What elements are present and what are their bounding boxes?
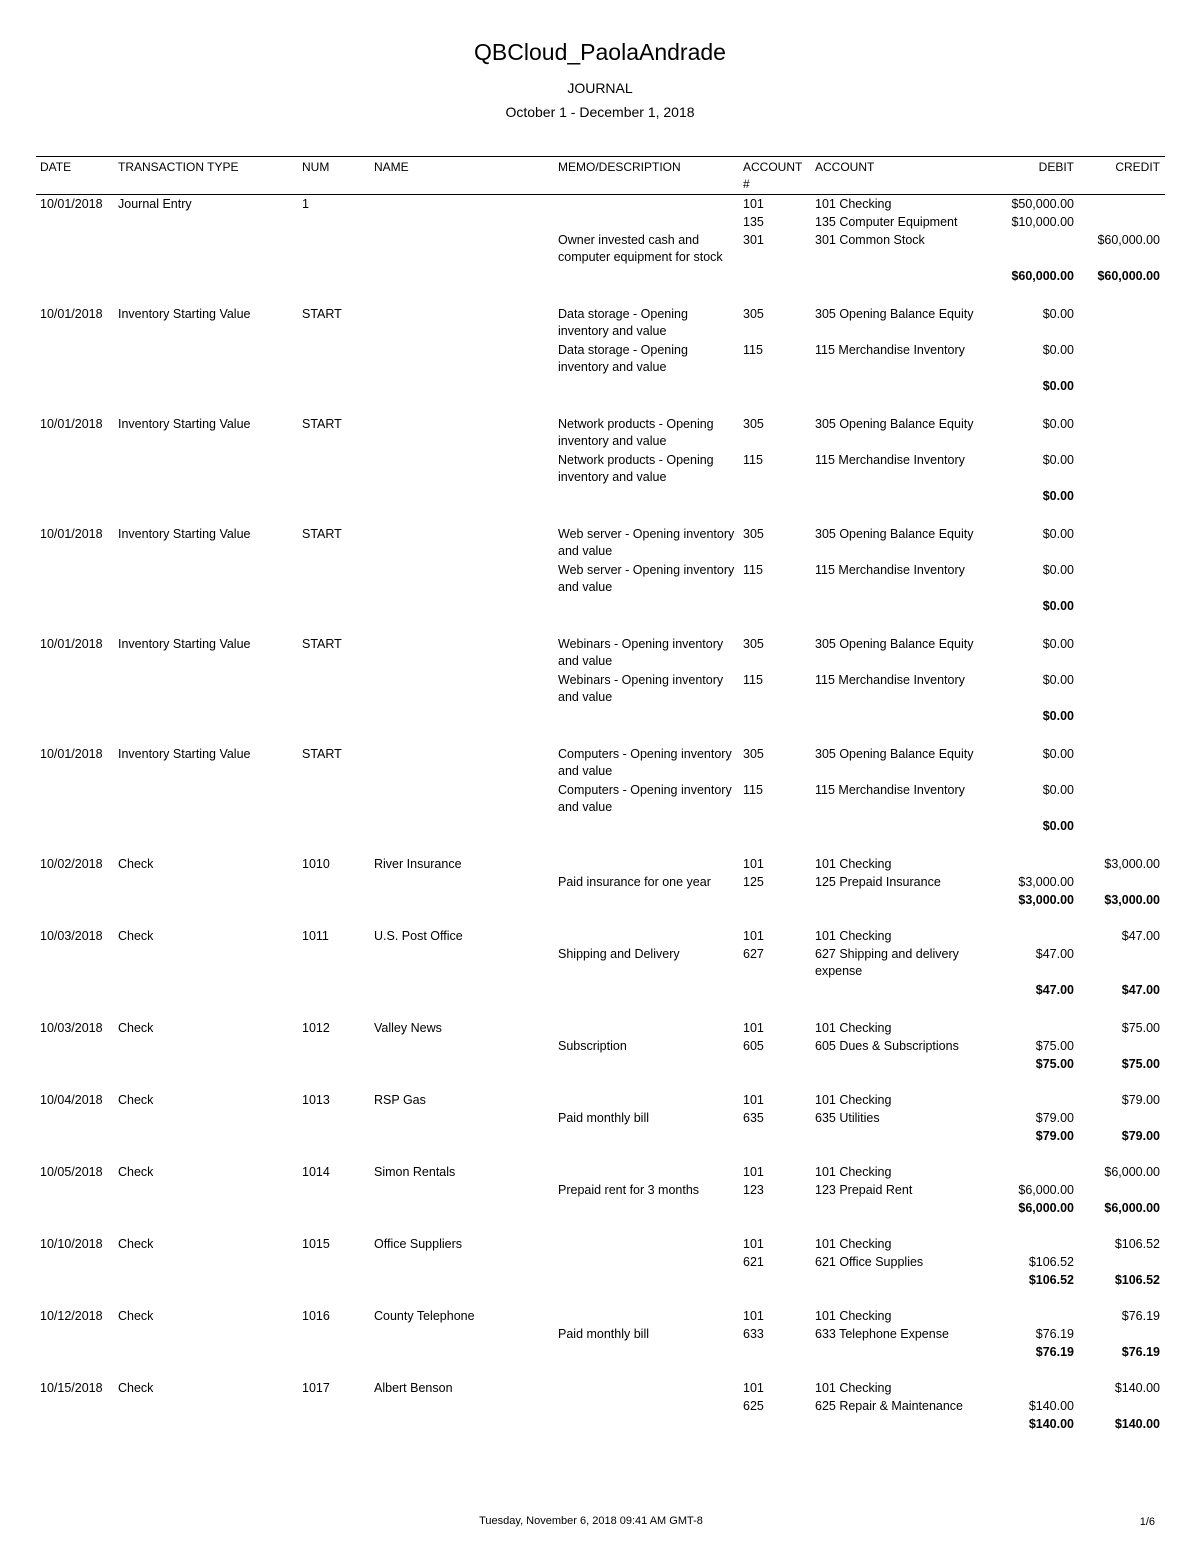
transaction-separator	[36, 506, 1165, 525]
total-debit: $47.00	[1035, 983, 1074, 997]
line-memo: Web server - Opening inventory and value	[558, 563, 735, 594]
transaction-separator	[36, 836, 1165, 855]
line-account: 305 Opening Balance Equity	[815, 637, 974, 651]
line-credit: $140.00	[1114, 1381, 1160, 1395]
transaction-name: River Insurance	[374, 857, 462, 871]
line-debit: $0.00	[1042, 783, 1074, 797]
transaction-num: START	[302, 527, 342, 541]
line-credit: $47.00	[1121, 929, 1160, 943]
column-header-account-number: ACCOUNT #	[743, 160, 803, 191]
transaction-name: Albert Benson	[374, 1381, 453, 1395]
table-row	[36, 1091, 1165, 1109]
column-header-date: DATE	[40, 160, 72, 174]
transaction-separator	[36, 1146, 1165, 1163]
transaction-date: 10/05/2018	[40, 1165, 103, 1179]
table-header	[36, 156, 1165, 195]
column-header-name: NAME	[374, 160, 409, 174]
transaction-type: Inventory Starting Value	[118, 637, 251, 651]
line-debit: $0.00	[1042, 343, 1074, 357]
line-account: 101 Checking	[815, 197, 892, 211]
table-row	[36, 1235, 1165, 1253]
total-debit: $6,000.00	[1018, 1201, 1074, 1215]
total-credit: $106.52	[1114, 1273, 1160, 1287]
transaction-separator	[36, 396, 1165, 415]
total-credit: $75.00	[1121, 1057, 1160, 1071]
line-credit: $79.00	[1121, 1093, 1160, 1107]
company-name: QBCloud_PaolaAndrade	[474, 39, 726, 65]
line-memo: Computers - Opening inventory and value	[558, 783, 732, 814]
line-account: 625 Repair & Maintenance	[815, 1399, 964, 1413]
total-debit: $140.00	[1028, 1417, 1074, 1431]
line-account: 101 Checking	[815, 1165, 892, 1179]
table-row	[36, 781, 1165, 817]
transaction-total-row	[36, 1343, 1165, 1362]
total-credit: $47.00	[1121, 983, 1160, 997]
table-row	[36, 945, 1165, 981]
transaction-type: Check	[118, 857, 154, 871]
transaction-total-row	[36, 1055, 1165, 1074]
transaction-separator	[36, 910, 1165, 927]
line-account: 115 Merchandise Inventory	[815, 673, 965, 687]
line-debit: $0.00	[1042, 307, 1074, 321]
transaction-total-row	[36, 981, 1165, 1000]
line-memo: Owner invested cash and computer equipment for stock	[558, 233, 723, 264]
line-account: 305 Opening Balance Equity	[815, 417, 974, 431]
line-account-number: 101	[743, 1381, 764, 1395]
line-account: 627 Shipping and delivery expense	[815, 947, 959, 978]
line-debit: $0.00	[1042, 417, 1074, 431]
line-debit: $0.00	[1042, 527, 1074, 541]
line-account-number: 625	[743, 1399, 764, 1413]
table-row	[36, 1307, 1165, 1325]
line-memo: Prepaid rent for 3 months	[558, 1183, 700, 1197]
line-memo: Data storage - Opening inventory and value	[558, 307, 688, 338]
total-credit: $76.19	[1121, 1345, 1160, 1359]
transaction-separator	[36, 726, 1165, 745]
transaction-separator	[36, 1000, 1165, 1019]
table-row	[36, 341, 1165, 377]
line-account-number: 633	[743, 1327, 764, 1341]
line-debit: $0.00	[1042, 637, 1074, 651]
transaction-date: 10/01/2018	[40, 197, 103, 211]
line-account: 635 Utilities	[815, 1111, 880, 1125]
table-row	[36, 855, 1165, 873]
report-title: JOURNAL	[567, 80, 633, 96]
line-debit: $75.00	[1035, 1039, 1074, 1053]
total-debit: $3,000.00	[1018, 893, 1074, 907]
transaction-type: Check	[118, 929, 154, 943]
line-memo: Subscription	[558, 1039, 627, 1053]
line-account: 305 Opening Balance Equity	[815, 527, 974, 541]
line-debit: $140.00	[1028, 1399, 1074, 1413]
footer-page-number: 1/6	[1139, 1516, 1155, 1528]
line-memo: Paid monthly bill	[558, 1327, 650, 1341]
line-account: 125 Prepaid Insurance	[815, 875, 941, 889]
table-row	[36, 415, 1165, 451]
column-header-account: ACCOUNT	[815, 160, 875, 174]
line-memo: Webinars - Opening inventory and value	[558, 673, 724, 704]
transaction-type: Inventory Starting Value	[118, 417, 251, 431]
transaction-separator	[36, 1290, 1165, 1307]
line-account: 115 Merchandise Inventory	[815, 783, 965, 797]
line-account-number: 621	[743, 1255, 764, 1269]
line-debit: $79.00	[1035, 1111, 1074, 1125]
line-account: 605 Dues & Subscriptions	[815, 1039, 959, 1053]
table-row	[36, 213, 1165, 231]
line-account: 123 Prepaid Rent	[815, 1183, 913, 1197]
line-debit: $3,000.00	[1018, 875, 1074, 889]
transaction-date: 10/10/2018	[40, 1237, 103, 1251]
line-account: 101 Checking	[815, 929, 892, 943]
total-credit: $60,000.00	[1097, 269, 1160, 283]
line-account-number: 101	[743, 1093, 764, 1107]
total-debit: $60,000.00	[1011, 269, 1074, 283]
transaction-name: Office Suppliers	[374, 1237, 463, 1251]
report-date-range: October 1 - December 1, 2018	[505, 104, 695, 120]
line-account-number: 305	[743, 307, 764, 321]
line-account-number: 305	[743, 637, 764, 651]
table-row	[36, 1019, 1165, 1037]
transaction-date: 10/02/2018	[40, 857, 103, 871]
line-debit: $0.00	[1042, 453, 1074, 467]
transaction-total-row	[36, 1415, 1165, 1434]
line-account-number: 123	[743, 1183, 764, 1197]
transaction-date: 10/04/2018	[40, 1093, 103, 1107]
line-debit: $10,000.00	[1011, 215, 1074, 229]
line-account-number: 101	[743, 1165, 764, 1179]
transaction-total-row	[36, 377, 1165, 396]
line-account-number: 115	[743, 453, 763, 467]
line-account: 101 Checking	[815, 1381, 892, 1395]
column-header-credit: CREDIT	[1115, 160, 1160, 174]
transaction-num: 1010	[302, 857, 330, 871]
journal-table	[36, 156, 1165, 1434]
total-debit: $0.00	[1042, 819, 1074, 833]
line-account-number: 301	[743, 233, 764, 247]
transaction-date: 10/03/2018	[40, 1021, 103, 1035]
line-account-number: 605	[743, 1039, 764, 1053]
line-memo: Paid insurance for one year	[558, 875, 711, 889]
column-header-debit: DEBIT	[1038, 160, 1074, 174]
transaction-date: 10/01/2018	[40, 747, 103, 761]
transaction-total-row	[36, 891, 1165, 910]
transaction-total-row	[36, 597, 1165, 616]
line-account-number: 101	[743, 1309, 764, 1323]
transaction-num: 1015	[302, 1237, 330, 1251]
line-account-number: 125	[743, 875, 764, 889]
transaction-name: U.S. Post Office	[374, 929, 463, 943]
transaction-type: Check	[118, 1021, 154, 1035]
transaction-name: Valley News	[374, 1021, 442, 1035]
transaction-num: 1012	[302, 1021, 330, 1035]
table-row	[36, 671, 1165, 707]
line-account: 305 Opening Balance Equity	[815, 307, 974, 321]
transaction-num: START	[302, 417, 342, 431]
table-row	[36, 1379, 1165, 1397]
line-credit: $3,000.00	[1104, 857, 1160, 871]
table-row	[36, 1397, 1165, 1415]
line-account: 101 Checking	[815, 1021, 892, 1035]
total-debit: $75.00	[1035, 1057, 1074, 1071]
line-account-number: 101	[743, 1021, 764, 1035]
line-account-number: 635	[743, 1111, 764, 1125]
transaction-num: START	[302, 307, 342, 321]
table-row	[36, 1037, 1165, 1055]
transaction-type: Journal Entry	[118, 197, 192, 211]
table-row	[36, 561, 1165, 597]
line-account-number: 101	[743, 1237, 764, 1251]
transaction-name: County Telephone	[374, 1309, 475, 1323]
transaction-date: 10/03/2018	[40, 929, 103, 943]
table-row	[36, 635, 1165, 671]
line-account: 101 Checking	[815, 1237, 892, 1251]
transaction-num: 1017	[302, 1381, 330, 1395]
line-debit: $6,000.00	[1018, 1183, 1074, 1197]
line-account: 305 Opening Balance Equity	[815, 747, 974, 761]
column-header-num: NUM	[302, 160, 330, 174]
total-debit: $0.00	[1042, 379, 1074, 393]
transaction-date: 10/01/2018	[40, 527, 103, 541]
line-account-number: 115	[743, 343, 763, 357]
line-account-number: 101	[743, 197, 764, 211]
total-credit: $140.00	[1114, 1417, 1160, 1431]
transaction-num: 1013	[302, 1093, 330, 1107]
transaction-type: Check	[118, 1381, 154, 1395]
transaction-type: Inventory Starting Value	[118, 747, 251, 761]
table-row	[36, 927, 1165, 945]
transaction-name: RSP Gas	[374, 1093, 426, 1107]
line-account: 115 Merchandise Inventory	[815, 453, 965, 467]
line-credit: $75.00	[1121, 1021, 1160, 1035]
column-header-memo: MEMO/DESCRIPTION	[558, 160, 681, 174]
line-account-number: 305	[743, 417, 764, 431]
table-row	[36, 231, 1165, 267]
line-debit: $50,000.00	[1011, 197, 1074, 211]
transaction-date: 10/12/2018	[40, 1309, 103, 1323]
column-header-transaction-type: TRANSACTION TYPE	[118, 160, 239, 174]
line-debit: $0.00	[1042, 563, 1074, 577]
table-row	[36, 195, 1165, 213]
transaction-type: Check	[118, 1237, 154, 1251]
transaction-separator	[36, 286, 1165, 305]
transaction-separator	[36, 616, 1165, 635]
total-debit: $76.19	[1035, 1345, 1074, 1359]
transaction-num: 1014	[302, 1165, 330, 1179]
transaction-name: Simon Rentals	[374, 1165, 456, 1179]
table-row	[36, 451, 1165, 487]
line-account: 301 Common Stock	[815, 233, 925, 247]
line-memo: Data storage - Opening inventory and value	[558, 343, 688, 374]
transaction-type: Inventory Starting Value	[118, 307, 251, 321]
transaction-num: 1	[302, 197, 309, 211]
line-debit: $76.19	[1035, 1327, 1074, 1341]
table-row	[36, 873, 1165, 891]
line-account: 115 Merchandise Inventory	[815, 343, 965, 357]
transaction-total-row	[36, 707, 1165, 726]
line-memo: Web server - Opening inventory and value	[558, 527, 735, 558]
line-account-number: 115	[743, 673, 763, 687]
line-credit: $106.52	[1114, 1237, 1160, 1251]
table-row	[36, 1325, 1165, 1343]
table-row	[36, 305, 1165, 341]
line-account: 621 Office Supplies	[815, 1255, 924, 1269]
line-account: 101 Checking	[815, 1093, 892, 1107]
transaction-separator	[36, 1218, 1165, 1235]
transaction-type: Inventory Starting Value	[118, 527, 251, 541]
line-account-number: 305	[743, 527, 764, 541]
table-row	[36, 525, 1165, 561]
total-debit: $0.00	[1042, 709, 1074, 723]
transaction-num: START	[302, 747, 342, 761]
line-account-number: 101	[743, 857, 764, 871]
line-memo: Network products - Opening inventory and value	[558, 417, 714, 448]
transaction-total-row	[36, 487, 1165, 506]
transaction-date: 10/15/2018	[40, 1381, 103, 1395]
table-row	[36, 1253, 1165, 1271]
transaction-date: 10/01/2018	[40, 417, 103, 431]
transaction-total-row	[36, 1199, 1165, 1218]
transaction-separator	[36, 1074, 1165, 1091]
table-row	[36, 1181, 1165, 1199]
transaction-num: START	[302, 637, 342, 651]
line-debit: $106.52	[1028, 1255, 1074, 1269]
line-memo: Paid monthly bill	[558, 1111, 650, 1125]
line-credit: $76.19	[1121, 1309, 1160, 1323]
line-memo: Computers - Opening inventory and value	[558, 747, 732, 778]
transaction-separator	[36, 1362, 1165, 1379]
table-row	[36, 1109, 1165, 1127]
total-debit: $0.00	[1042, 599, 1074, 613]
line-account: 115 Merchandise Inventory	[815, 563, 965, 577]
table-row	[36, 1163, 1165, 1181]
transaction-total-row	[36, 267, 1165, 286]
table-row	[36, 745, 1165, 781]
journal-body	[36, 195, 1165, 1434]
total-credit: $79.00	[1121, 1129, 1160, 1143]
line-account-number: 305	[743, 747, 764, 761]
total-debit: $106.52	[1028, 1273, 1074, 1287]
transaction-type: Check	[118, 1309, 154, 1323]
total-debit: $79.00	[1035, 1129, 1074, 1143]
transaction-total-row	[36, 1271, 1165, 1290]
line-memo: Webinars - Opening inventory and value	[558, 637, 724, 668]
transaction-total-row	[36, 817, 1165, 836]
line-account-number: 115	[743, 783, 763, 797]
line-credit: $60,000.00	[1097, 233, 1160, 247]
total-credit: $6,000.00	[1104, 1201, 1160, 1215]
line-account: 135 Computer Equipment	[815, 215, 958, 229]
line-memo: Network products - Opening inventory and value	[558, 453, 714, 484]
line-account-number: 101	[743, 929, 764, 943]
line-account-number: 135	[743, 215, 764, 229]
transaction-total-row	[36, 1127, 1165, 1146]
total-debit: $0.00	[1042, 489, 1074, 503]
footer-timestamp: Tuesday, November 6, 2018 09:41 AM GMT-8	[479, 1515, 703, 1527]
line-account-number: 627	[743, 947, 764, 961]
transaction-type: Check	[118, 1093, 154, 1107]
total-credit: $3,000.00	[1104, 893, 1160, 907]
line-memo: Shipping and Delivery	[558, 947, 680, 961]
transaction-date: 10/01/2018	[40, 637, 103, 651]
line-credit: $6,000.00	[1104, 1165, 1160, 1179]
line-account: 101 Checking	[815, 857, 892, 871]
line-debit: $47.00	[1035, 947, 1074, 961]
transaction-type: Check	[118, 1165, 154, 1179]
line-account-number: 115	[743, 563, 763, 577]
line-account: 101 Checking	[815, 1309, 892, 1323]
transaction-num: 1016	[302, 1309, 330, 1323]
line-account: 633 Telephone Expense	[815, 1327, 949, 1341]
line-debit: $0.00	[1042, 673, 1074, 687]
transaction-date: 10/01/2018	[40, 307, 103, 321]
transaction-num: 1011	[302, 929, 329, 943]
line-debit: $0.00	[1042, 747, 1074, 761]
